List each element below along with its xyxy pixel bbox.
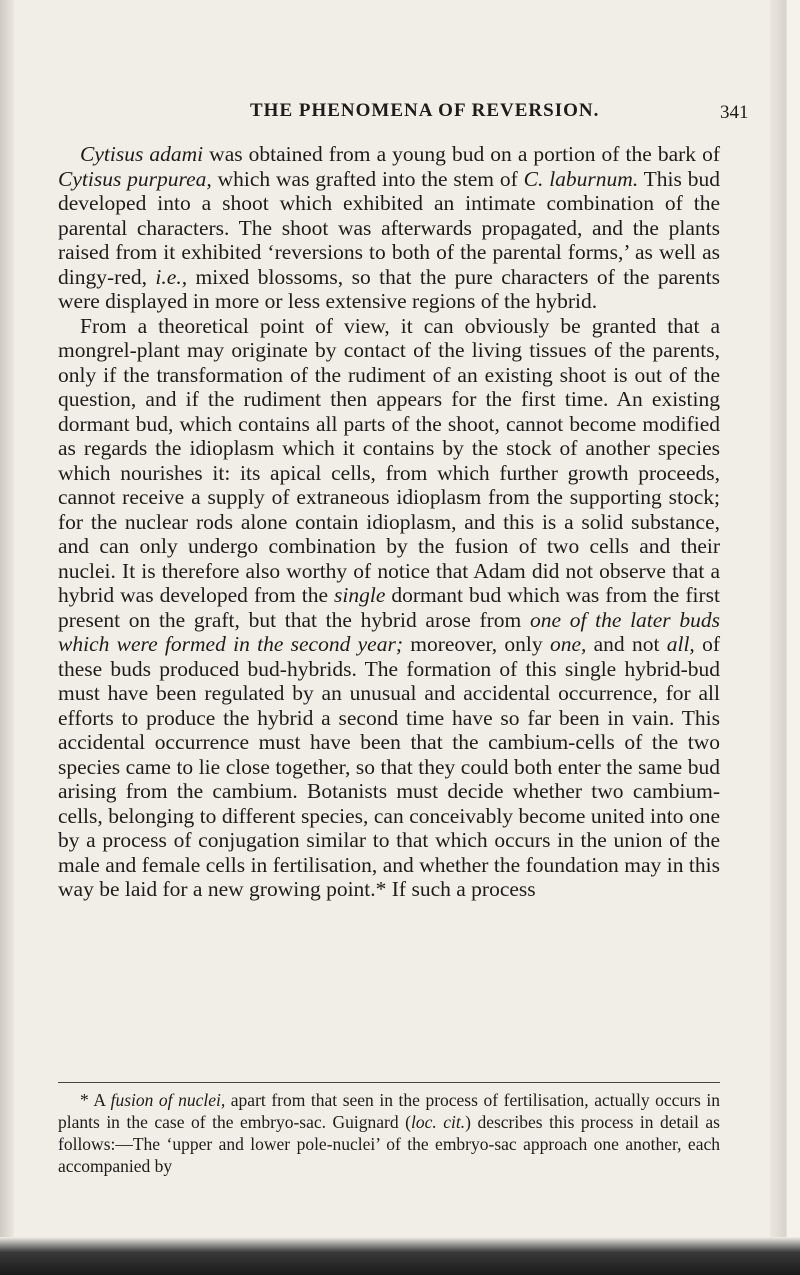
italic-text: Cytisus purpurea, [58,166,212,191]
page-number: 341 [720,102,749,123]
text-run: apart from that seen in the process of fertilisation, actually occurs in plants in the case of the embryo-sac. Guignard ( [58,1090,721,1132]
italic-text: Cytisus adami [80,142,204,166]
footnote-marker: * A [80,1090,111,1110]
text-run: ) describes this process in detail as follows:—The ‘upper and lower pole-nuclei’ of the embryo-sac approach one another, each accompanied by [58,1112,720,1176]
body-text [58,142,720,902]
text-run: was obtained from a young bud on a portion of the bark of [203,142,720,166]
paragraph-1 [58,142,720,314]
text-run: mixed blossoms, so that the pure characters of the parents were displayed in more or less extensive regions of the hybrid. [58,264,720,313]
italic-text: one of the later buds which were formed in the second year; [58,607,720,656]
text-run: This bud developed into a shoot which exhibited an intimate combination of the parental characters. The shoot was afterwards propagated, and the plants raised from it exhibited ‘reversions to both of the parental forms,’ as well as dingy-red, [58,166,720,289]
italic-text: loc. cit. [410,1112,466,1132]
page-header [0,100,800,130]
text-run: of these buds produced bud-hybrids. The formation of this single hybrid-bud must have been regulated by an unusual and accidental occurrence, for all efforts to produce the hybrid a second time have so far been in vain. This accidental occurrence must have been that the cambium-cells of the two species came to lie close together, so that they could both enter the same bud arising from the cambium. Botanists must decide whether two cambium-cells, belonging to different species, can conceivably become united into one by a process of conjugation similar to that which occurs in the union of the male and female cells in fertilisation, and whether the foundation may in this way be laid for a new growing point.* If such a process [58,632,720,901]
footnote-text [58,1089,720,1177]
text-run: From a theoretical point of view, it can obviously be granted that a mongrel-plant may originate by contact of the living tissues of the parents, only if the transformation of the rudiment of an existing shoot is out of the question, and if the rudiment then appears for the first time. An existing dormant bud, which contains all parts of the shoot, cannot become modified as regards the idioplasm which it contains by the stock of another species which nourishes it: its apical cells, from which further growth proceeds, cannot receive a supply of extraneous idioplasm from the supporting stock; for the nuclear rods alone contain idioplasm, and this is a solid substance, and can only undergo combination by the fusion of two cells and their nuclei. It is therefore also worthy of notice that Adam did not observe that a hybrid was developed from the [58,313,720,607]
italic-text: fusion of nuclei, [110,1090,226,1110]
italic-text: all, [666,632,695,656]
italic-text: C. laburnum. [523,166,639,191]
italic-text: one, [549,632,587,656]
text-run: and not [586,632,667,656]
paragraph-2 [58,314,720,902]
text-run: which was grafted into the stem of [211,166,524,191]
page-bottom-shadow [0,1237,800,1275]
page-edge [770,0,800,1275]
footnote [58,1089,720,1177]
italic-text: single [334,583,386,607]
italic-text: i.e., [155,264,188,289]
page-gutter-shadow [0,0,14,1275]
text-run: moreover, only [402,632,550,656]
footnote-divider [58,1082,720,1083]
running-head: THE PHENOMENA OF REVERSION. [250,100,600,121]
text-run: dormant bud which was from the first present on the graft, but that the hybrid arose from [58,583,720,632]
